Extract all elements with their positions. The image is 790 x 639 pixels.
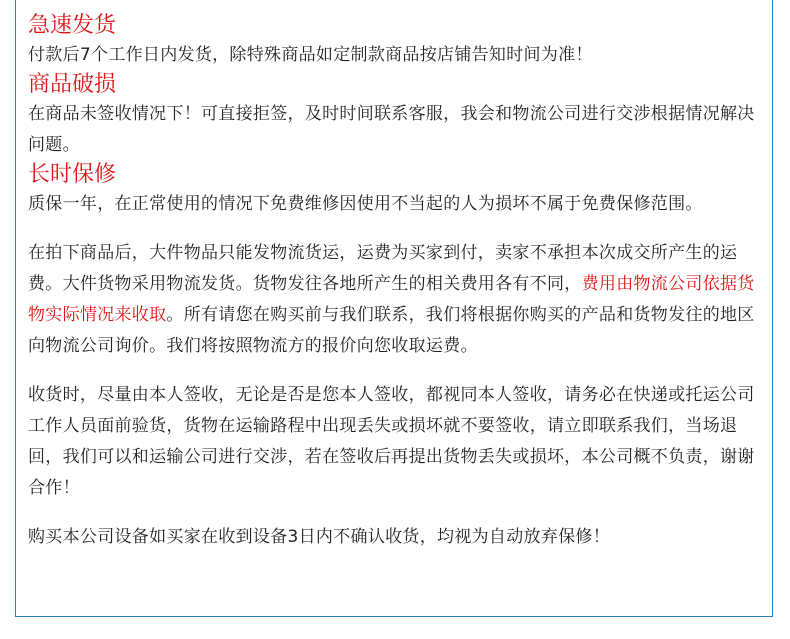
shipping-highlight: 费用由物流公司依据货物实际情况来收取	[28, 274, 755, 325]
section-heading-damage: 商品破损	[28, 72, 117, 97]
section-body-warranty: 质保一年，在正常使用的情况下免费维修因使用不当起的人为损坏不属于免费保修范围。	[28, 194, 703, 214]
warranty-note: 购买本公司设备如买家在收到设备3日内不确认收货，均视为自动放弃保修！	[28, 527, 611, 547]
shipping-paragraph	[28, 238, 770, 362]
section-body-damage: 在商品未签收情况下！可直接拒签，及时时间联系客服，我会和物流公司进行交涉根据情况解决问题。	[28, 104, 755, 155]
receipt-paragraph: 收货时，尽量由本人签收，无论是否是您本人签收，都视同本人签收，请务必在快递或托运公司工作人员面前验货，货物在运输路程中出现丢失或损坏就不要签收，请立即联系我们，当场退回，我们可以和运输公司进行交涉，若在签收后再提出货物丢失或损坏，本公司概不负责，谢谢合作！	[28, 385, 755, 498]
shipping-text-part1: 在拍下商品后，大件物品只能发物流货运，运费为买家到付，卖家不承担本次成交所产生的运费。大件货物采用物流发货。货物发往各地所产生的相关费用各有不同，	[28, 243, 738, 294]
shipping-text-part2: 。所有请您在购买前与我们联系，我们将根据你购买的产品和货物发往的地区向物流公司询价。我们将按照物流方的报价向您收取运费。	[28, 305, 755, 356]
section-heading-fast-shipping: 急速发货	[28, 13, 117, 38]
section-body-fast-shipping: 付款后7个工作日内发货，除特殊商品如定制款商品按店铺告知时间为准！	[28, 45, 593, 65]
section-heading-warranty: 长时保修	[28, 162, 117, 187]
notice-content	[28, 12, 770, 553]
